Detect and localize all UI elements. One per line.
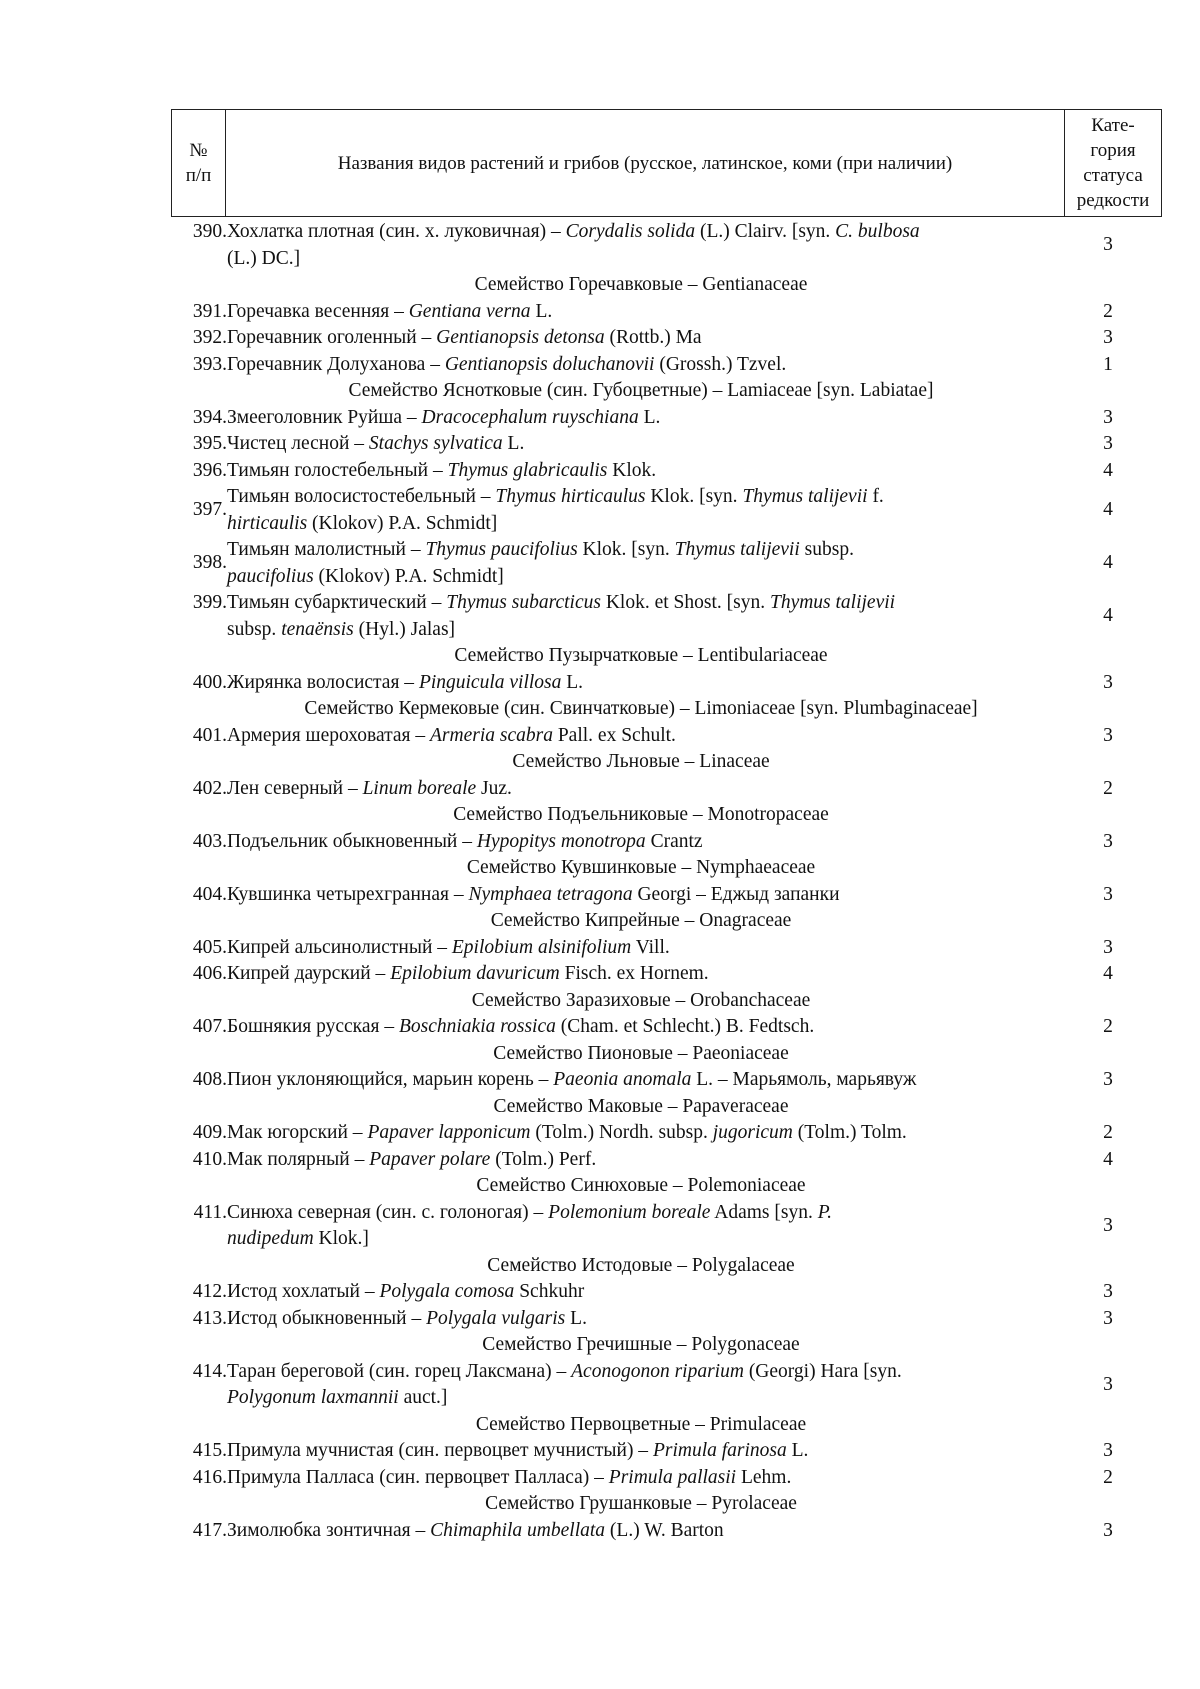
species-name: Горечавник Долуханова – Gentianopsis doluchanovii (Grossh.) Tzvel. [227,353,787,375]
species-row [171,1359,1121,1412]
species-row [171,1120,1121,1147]
species-name: Мак югорский – Papaver lapponicum (Tolm.) Nordh. subsp. jugoricum (Tolm.) Tolm. [227,1122,907,1143]
header-number-column: № п/п [172,110,226,217]
species-row [171,723,1121,750]
species-row [171,1465,1121,1492]
species-number: 403. [192,830,227,852]
rarity-category: 4 [1103,552,1113,574]
species-row [171,1200,1121,1253]
rarity-category: 3 [1103,1069,1113,1090]
species-name: Чистец лесной – Stachys sylvatica L. [227,433,525,454]
rarity-category: 3 [1103,724,1113,746]
rarity-category: 3 [1103,830,1113,852]
species-name: Жирянка волосистая – Pinguicula villosa L. [227,671,584,693]
rarity-category: 3 [1103,1519,1113,1541]
species-name: Хохлатка плотная (син. х. луковичная) – Corydalis solida (L.) Clairv. [syn. C. bulbosa (L.) DC.] [227,221,920,269]
species-row [171,1438,1121,1465]
family-heading: Семейство Гречишные – Polygonaceae [482,1334,800,1355]
rarity-category: 3 [1103,1440,1113,1461]
rarity-category: 4 [1103,459,1113,481]
species-row [171,935,1121,962]
species-name: Лен северный – Linum boreale Juz. [227,777,512,799]
rarity-category: 3 [1103,1214,1113,1236]
species-number: 395. [192,433,227,454]
species-row [171,1279,1121,1306]
rarity-category: 4 [1103,605,1113,627]
species-name: Кипрей альсинолистный – Epilobium alsinifolium Vill. [227,936,670,958]
species-number: 413. [192,1307,227,1329]
species-name: Армерия шероховатая – Armeria scabra Pall. ex Schult. [227,724,676,746]
species-number: 406. [192,963,227,984]
family-heading: Семейство Маковые – Papaveraceae [493,1095,789,1117]
rarity-category: 3 [1103,1307,1113,1329]
rarity-category: 2 [1103,1016,1113,1037]
species-number: 417. [192,1519,227,1541]
species-name: Таран береговой (син. горец Лаксмана) – Aconogonon riparium (Georgi) Hara [syn. Polygonum laxmannii auct.] [227,1360,902,1408]
species-row [171,882,1121,909]
rarity-category: 3 [1103,883,1113,905]
rarity-category: 3 [1103,433,1113,454]
rarity-category: 3 [1103,671,1113,693]
species-name: Бошнякия русская – Boschniakia rossica (Cham. et Schlecht.) B. Fedtsch. [227,1016,815,1037]
family-heading: Семейство Яснотковые (син. Губоцветные) – Lamiaceae [syn. Labiatae] [348,380,934,401]
species-number: 416. [192,1466,227,1488]
rarity-category: 3 [1103,936,1113,958]
species-name: Истод хохлатый – Polygala comosa Schkuhr [227,1281,585,1302]
species-name: Примула мучнистая (син. первоцвет мучнистый) – Primula farinosa L. [227,1440,809,1461]
family-heading: Семейство Грушанковые – Pyrolaceae [485,1493,797,1514]
species-number: 398. [192,552,227,574]
species-number: 409. [192,1122,227,1143]
species-row [171,1014,1121,1041]
species-name: Зимолюбка зонтичная – Chimaphila umbellata (L.) W. Barton [227,1519,724,1541]
species-number: 402. [192,777,227,799]
rarity-category: 3 [1103,1281,1113,1302]
species-row [171,670,1121,697]
rarity-category: 4 [1103,499,1113,521]
species-number: 394. [192,406,227,428]
species-name: Змееголовник Руйша – Dracocephalum ruyschiana L. [227,406,661,428]
species-number: 393. [192,353,227,375]
family-heading: Семейство Кувшинковые – Nymphaeaceae [466,857,816,878]
species-name: Кувшинка четырехгранная – Nymphaea tetragona Georgi – Еджыд запанки [227,883,840,905]
species-row [171,1067,1121,1094]
species-name: Тимьян малолистный – Thymus paucifolius Klok. [syn. Thymus talijevii subsp. paucifolius (Klokov) P.A. Schmidt] [227,539,854,587]
rarity-category: 3 [1103,1373,1113,1395]
species-row [171,299,1121,326]
rarity-category: 2 [1103,1466,1113,1488]
species-name: Истод обыкновенный – Polygala vulgaris L. [227,1307,587,1329]
species-name: Примула Палласа (син. первоцвет Палласа) – Primula pallasii Lehm. [227,1466,792,1488]
family-heading: Семейство Горечавковые – Gentianaceae [474,274,808,295]
species-name: Горечавник оголенный – Gentianopsis detonsa (Rottb.) Ma [227,327,702,348]
species-number: 407. [192,1016,227,1037]
species-number: 392. [192,327,227,348]
species-row [171,776,1121,803]
species-number: 401. [192,724,227,746]
rarity-category: 2 [1103,777,1113,799]
species-number: 400. [192,671,227,693]
rarity-category: 3 [1103,327,1113,348]
species-row [171,537,1121,590]
family-heading: Семейство Заразиховые – Orobanchaceae [471,989,811,1011]
species-name: Тимьян волосистостебельный – Thymus hirticaulus Klok. [syn. Thymus talijevii f. hirticaulis (Klokov) P.A. Schmidt] [227,486,884,534]
species-number: 390. [192,221,227,242]
rarity-category: 3 [1103,406,1113,428]
species-list [171,219,1121,1544]
species-name: Тимьян субарктический – Thymus subarcticus Klok. et Shost. [syn. Thymus talijevii subsp. tenaënsis (Hyl.) Jalas] [227,592,896,640]
species-number: 410. [192,1148,227,1170]
species-number: 405. [192,936,227,958]
species-row [171,325,1121,352]
family-heading: Семейство Синюховые – Polemoniaceae [476,1175,806,1196]
family-heading: Семейство Пузырчатковые – Lentibulariaceae [454,645,828,666]
species-name: Мак полярный – Papaver polare (Tolm.) Perf. [227,1148,597,1170]
species-row [171,1306,1121,1333]
species-number: 399. [192,592,227,613]
family-heading: Семейство Истодовые – Polygalaceae [487,1254,795,1276]
header-names-column: Названия видов растений и грибов (русское, латинское, коми (при наличии) [226,110,1065,217]
species-number: 404. [192,883,227,905]
species-number: 397. [192,499,227,521]
family-heading: Семейство Пионовые – Paeoniaceae [493,1042,789,1064]
species-name: Кипрей даурский – Epilobium davuricum Fisch. ex Hornem. [227,963,709,984]
rarity-category: 3 [1103,234,1113,256]
species-number: 412. [192,1281,227,1302]
rarity-category: 1 [1103,353,1113,375]
species-name: Подъельник обыкновенный – Hypopitys monotropa Crantz [227,830,703,852]
family-heading: Семейство Кипрейные – Onagraceae [490,910,792,931]
header-category-column: Кате- гория статуса редкости [1065,110,1162,217]
species-row [171,484,1121,537]
species-number: 396. [192,459,227,481]
family-heading: Семейство Льновые – Linaceae [512,751,770,772]
species-number: 414. [192,1360,227,1382]
species-row [171,431,1121,458]
rarity-category: 4 [1103,1148,1113,1170]
species-name: Пион уклоняющийся, марьин корень – Paeonia anomala L. – Марьямоль, марьявуж [227,1069,917,1090]
species-name: Горечавка весенняя – Gentiana verna L. [227,300,553,322]
species-row [171,961,1121,988]
rarity-category: 2 [1103,1122,1113,1143]
species-row [171,1518,1121,1545]
species-name: Тимьян голостебельный – Thymus glabricaulis Klok. [227,459,657,481]
species-row [171,829,1121,856]
species-number: 391. [192,300,227,322]
species-name: Синюха северная (син. с. голоногая) – Polemonium boreale Adams [syn. P. nudipedum Klok.] [227,1201,832,1249]
species-number: 415. [192,1440,227,1461]
species-row [171,458,1121,485]
species-row [171,352,1121,379]
family-heading: Семейство Первоцветные – Primulaceae [475,1413,807,1435]
species-row [171,1147,1121,1174]
rarity-category: 4 [1103,963,1113,984]
species-row [171,405,1121,432]
table-header [171,109,1162,217]
family-heading: Семейство Кермековые (син. Свинчатковые) – Limoniaceae [syn. Plumbaginaceae] [304,698,978,719]
family-heading: Семейство Подъельниковые – Monotropaceae [453,804,829,825]
species-row [171,219,1121,272]
rarity-category: 2 [1103,300,1113,322]
species-number: 411. [193,1201,227,1223]
species-row [171,590,1121,643]
species-number: 408. [192,1069,227,1090]
